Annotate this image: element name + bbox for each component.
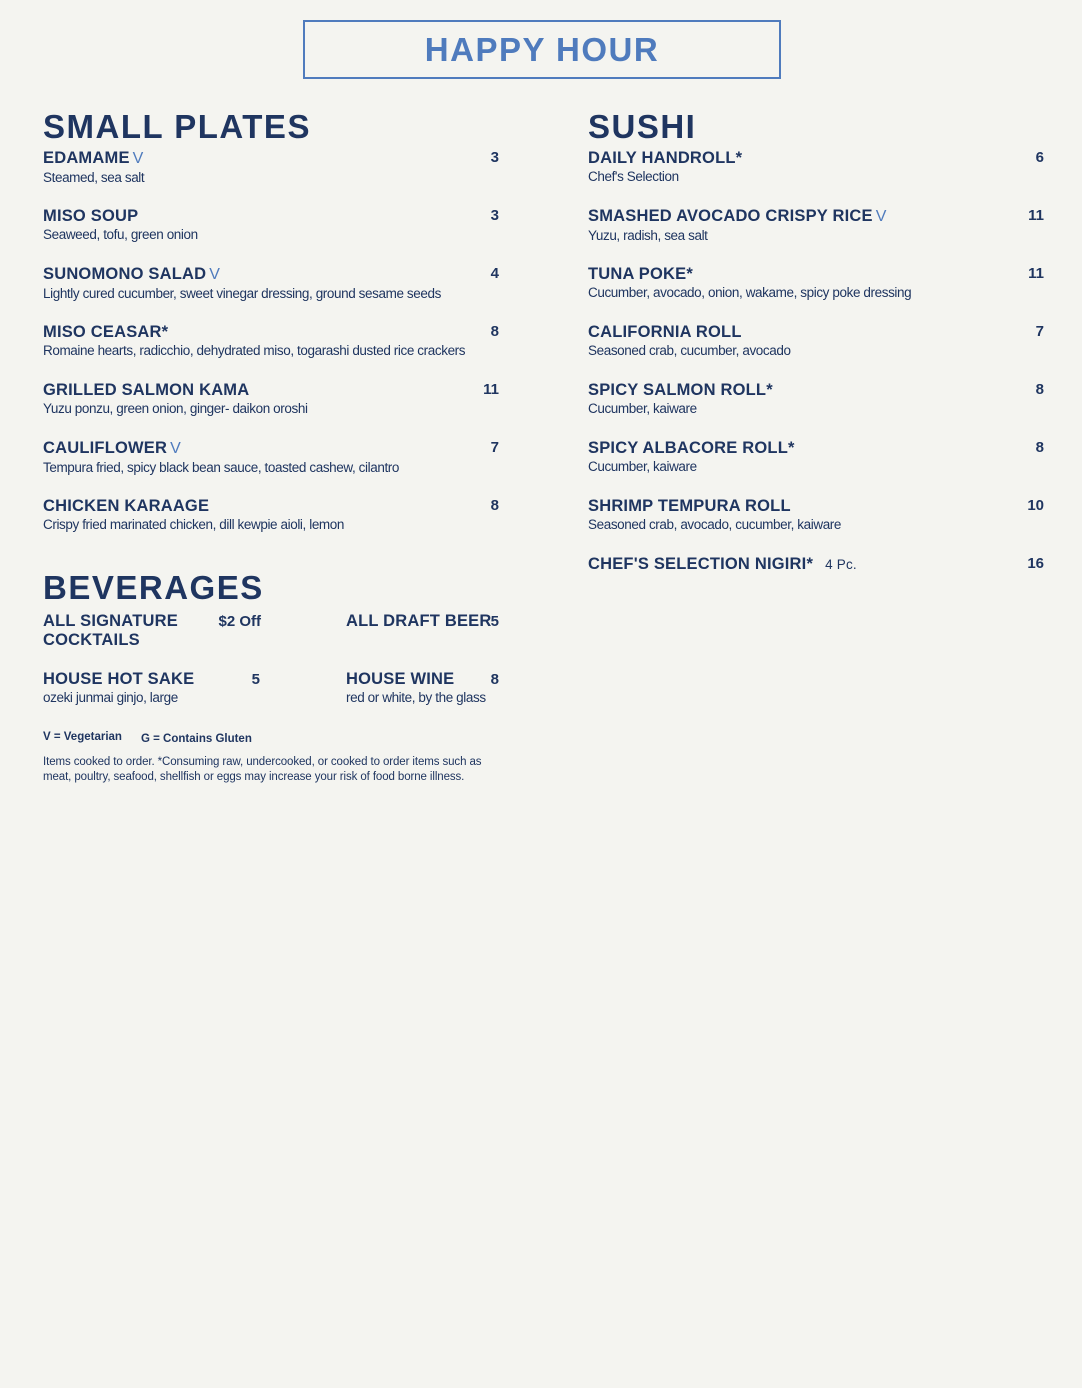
beverage-price: $2 Off: [218, 613, 261, 630]
menu-item-name-line: [588, 496, 1044, 516]
menu-item-name: CAULIFLOWER: [43, 439, 168, 457]
menu-item: [588, 322, 1044, 380]
menu-item-price: 11: [1028, 207, 1044, 224]
menu-item: [43, 438, 499, 496]
menu-item-description: Tempura fried, spicy black bean sauce, toasted cashew, cilantro: [43, 460, 400, 475]
menu-item-price: 3: [490, 207, 499, 224]
menu-item-price: 3: [490, 149, 499, 166]
menu-item-description: Cucumber, kaiware: [588, 459, 697, 474]
menu-item-description: Seaweed, tofu, green onion: [43, 227, 198, 242]
menu-item-name-line: [43, 496, 499, 516]
menu-item-price: 11: [1028, 265, 1044, 282]
menu-item-description: Seasoned crab, cucumber, avocado: [588, 343, 791, 358]
menu-item-name: CALIFORNIA ROLL: [588, 323, 742, 341]
beverage-draft-beer: [346, 612, 499, 631]
menu-item: [43, 148, 499, 206]
menu-item-name: SPICY ALBACORE ROLL*: [588, 439, 795, 457]
beverage-name-line2: COCKTAILS: [43, 631, 140, 649]
menu-item-name: SUNOMONO SALAD: [43, 265, 207, 283]
menu-item-price: 8: [1035, 381, 1044, 398]
menu-item-name-line: [588, 438, 1044, 458]
menu-item-price: 8: [490, 323, 499, 340]
menu-item-name: CHICKEN KARAAGE: [43, 497, 210, 515]
menu-item-description: Yuzu ponzu, green onion, ginger- daikon oroshi: [43, 401, 308, 416]
menu-item-name: DAILY HANDROLL*: [588, 149, 743, 167]
menu-item-name-line: [588, 148, 1044, 168]
menu-item: [588, 206, 1044, 264]
menu-item: [588, 554, 1044, 612]
page-title: HAPPY HOUR: [424, 30, 660, 68]
menu-item-price: 8: [490, 497, 499, 514]
title-box: [303, 20, 781, 79]
beverage-price: 5: [251, 671, 260, 688]
beverage-house-hot-sake: [43, 670, 260, 707]
menu-item-name-line: [43, 264, 499, 285]
menu-item-name: CHEF'S SELECTION NIGIRI*: [588, 555, 814, 573]
vegetarian-badge: V: [875, 208, 887, 225]
sushi-list: [588, 148, 1044, 612]
beverage-description: red or white, by the glass: [346, 690, 486, 705]
menu-item-name-line: [43, 206, 499, 226]
menu-item-description: Crispy fried marinated chicken, dill kewpie aioli, lemon: [43, 517, 344, 532]
menu-item-description: Seasoned crab, avocado, cucumber, kaiware: [588, 517, 842, 532]
section-title-small-plates: SMALL PLATES: [43, 108, 311, 145]
piece-count: 4 Pc.: [825, 557, 857, 572]
beverage-signature-cocktails: [43, 612, 261, 650]
beverage-name: ALL DRAFT BEER: [346, 612, 492, 630]
menu-item-price: 7: [490, 439, 499, 456]
sushi-section: [588, 108, 1044, 612]
menu-item: [43, 322, 499, 380]
beverage-name: HOUSE WINE: [346, 670, 455, 688]
menu-item-description: Cucumber, kaiware: [588, 401, 697, 416]
menu-item-name-line: [43, 380, 499, 400]
beverages-section: [43, 569, 499, 609]
menu-item-name: MISO SOUP: [43, 207, 139, 225]
menu-item-name-line: [43, 438, 499, 459]
menu-item-description: Yuzu, radish, sea salt: [588, 228, 708, 243]
menu-item-price: 10: [1027, 497, 1044, 514]
menu-item: [43, 264, 499, 322]
menu-item-description: Cucumber, avocado, onion, wakame, spicy poke dressing: [588, 285, 912, 300]
menu-item-name: SMASHED AVOCADO CRISPY RICE: [588, 207, 873, 225]
menu-item: [43, 496, 499, 554]
menu-item-name: EDAMAME: [43, 149, 130, 167]
menu-item-name-line: [43, 148, 499, 169]
menu-item-name-line: [588, 322, 1044, 342]
menu-item: [588, 438, 1044, 496]
vegetarian-badge: V: [170, 440, 181, 457]
menu-item-description: Steamed, sea salt: [43, 170, 145, 185]
menu-item-price: 7: [1035, 323, 1044, 340]
small-plates-section: [43, 108, 499, 554]
menu-item-description: Romaine hearts, radicchio, dehydrated miso, togarashi dusted rice crackers: [43, 343, 466, 358]
menu-item-name: TUNA POKE*: [588, 265, 693, 283]
menu-item: [43, 206, 499, 264]
menu-item-price: 16: [1027, 555, 1044, 572]
menu-item-name-line: [588, 264, 1044, 284]
beverage-description: ozeki junmai ginjo, large: [43, 690, 178, 705]
menu-item-description: Lightly cured cucumber, sweet vinegar dressing, ground sesame seeds: [43, 286, 441, 301]
menu-item-price: 6: [1035, 149, 1044, 166]
menu-item: [43, 380, 499, 438]
beverage-price: 5: [490, 613, 499, 630]
menu-item-name-line: [588, 554, 1044, 575]
menu-item-description: Chef's Selection: [588, 169, 679, 184]
beverage-house-wine: [346, 670, 499, 707]
beverage-name: HOUSE HOT SAKE: [43, 670, 195, 688]
menu-item: [588, 264, 1044, 322]
vegetarian-badge: V: [209, 266, 221, 283]
menu-item-name-line: [588, 380, 1044, 400]
menu-item-name-line: [588, 206, 1044, 227]
disclaimer: Items cooked to order. *Consuming raw, undercooked, or cooked to order items such as meat, poultry, seafood, shellfish or eggs may increase your risk of food borne illness.: [43, 756, 482, 783]
legend-gluten: G = Contains Gluten: [141, 733, 252, 745]
menu-item-price: 11: [483, 381, 499, 398]
section-title-sushi: SUSHI: [588, 108, 697, 145]
menu-item-name: SPICY SALMON ROLL*: [588, 381, 773, 399]
menu-item-name-line: [43, 322, 499, 342]
legend-vegetarian: V = Vegetarian: [43, 731, 122, 743]
beverage-name: ALL SIGNATURE: [43, 612, 178, 630]
menu-item-name: SHRIMP TEMPURA ROLL: [588, 497, 791, 515]
menu-item: [588, 380, 1044, 438]
menu-item: [588, 496, 1044, 554]
beverage-price: 8: [490, 671, 499, 688]
menu-item: [588, 148, 1044, 206]
menu-item-price: 8: [1035, 439, 1044, 456]
menu-item-name: MISO CEASAR*: [43, 323, 169, 341]
section-title-beverages: BEVERAGES: [43, 569, 264, 606]
menu-item-price: 4: [490, 265, 499, 282]
menu-item-name: GRILLED SALMON KAMA: [43, 381, 250, 399]
vegetarian-badge: V: [132, 150, 144, 167]
small-plates-list: [43, 148, 499, 554]
